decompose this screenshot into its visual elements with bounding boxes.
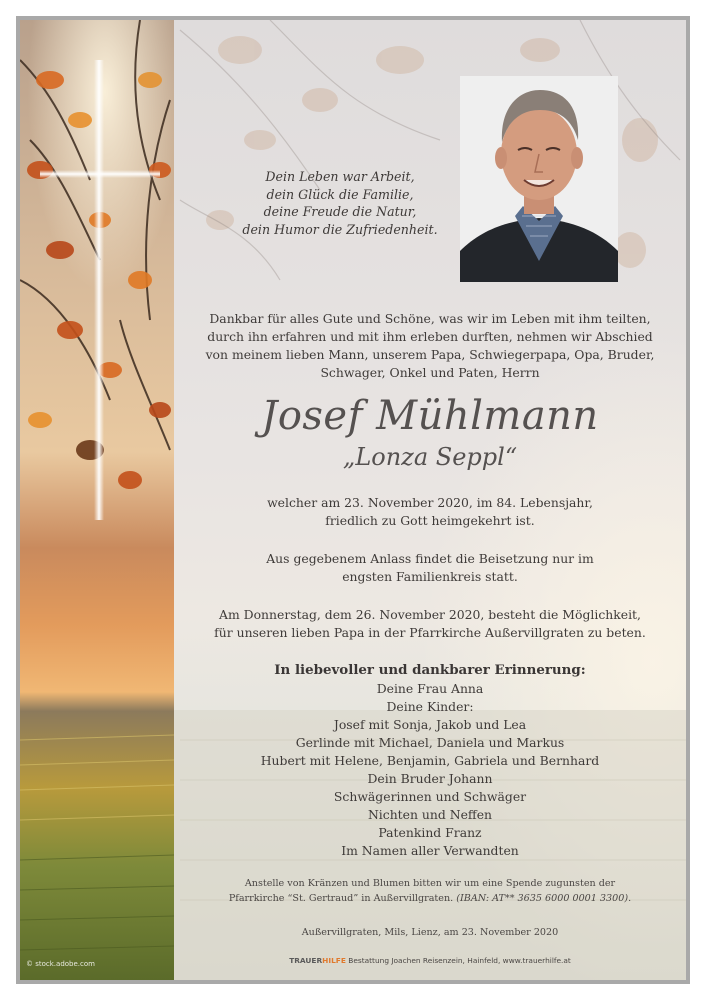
place-date: Außervillgraten, Mils, Lienz, am 23. November 2020 xyxy=(301,927,559,938)
intro-line: Schwager, Onkel und Paten, Herrn xyxy=(320,365,540,380)
donation-line xyxy=(190,891,670,906)
mourner-line: Deine Kinder: xyxy=(386,699,474,714)
burial-line: Aus gegebenem Anlass findet die Beisetzung nur im xyxy=(266,551,594,566)
mourner-line: Dein Bruder Johann xyxy=(367,771,493,786)
death-notice xyxy=(190,494,670,530)
donation-line: Anstelle von Kränzen und Blumen bitten wir um eine Spende zugunsten der xyxy=(244,878,616,889)
motto-line: dein Humor die Zufriedenheit. xyxy=(242,221,438,237)
mourner-line: Deine Frau Anna xyxy=(376,681,484,696)
footer-text: Bestattung Joachen Reisenzein, Hainfeld, www.trauerhilfe.at xyxy=(345,956,571,965)
obituary-card xyxy=(16,16,690,984)
mourner-line: Patenkind Franz xyxy=(378,825,482,840)
mourner-line: Schwägerinnen und Schwäger xyxy=(333,789,527,804)
footer-imprint xyxy=(190,956,670,966)
mourner-line: Hubert mit Helene, Benjamin, Gabriela und Bernhard xyxy=(260,753,600,768)
prayer-line: für unseren lieben Papa in der Pfarrkirche Außervillgraten zu beten. xyxy=(214,625,646,640)
deceased-name: Josef Mühlmann xyxy=(261,393,599,439)
brand-logo xyxy=(289,956,346,965)
death-line: welcher am 23. November 2020, im 84. Lebensjahr, xyxy=(267,495,593,510)
intro-line: von meinem lieben Mann, unserem Papa, Schwiegerpapa, Opa, Bruder, xyxy=(205,347,655,362)
photo-credit: © stock.adobe.com xyxy=(26,960,95,968)
mourners-list xyxy=(190,680,670,860)
burial-notice xyxy=(190,550,670,586)
intro-line: durch ihn erfahren und mit ihm erleben durften, nehmen wir Abschied xyxy=(207,329,653,344)
brand-accent: HILFE xyxy=(322,956,346,965)
mourner-line: Gerlinde mit Michael, Daniela und Markus xyxy=(295,735,565,750)
mourner-line: Nichten und Neffen xyxy=(367,807,493,822)
intro-text xyxy=(190,310,670,382)
mourner-line: Josef mit Sonja, Jakob und Lea xyxy=(333,717,527,732)
donation-iban: (IBAN: AT** 3635 6000 0001 3300). xyxy=(456,893,632,904)
donation-request xyxy=(190,876,670,906)
motto-line: deine Freude die Natur, xyxy=(263,204,417,219)
prayer-notice xyxy=(190,606,670,642)
motto-verse xyxy=(225,168,455,238)
deceased-nickname: „Lonza Seppl“ xyxy=(342,443,518,471)
death-line: friedlich zu Gott heimgekehrt ist. xyxy=(325,513,535,528)
burial-line: engsten Familienkreis statt. xyxy=(342,569,518,584)
mourner-line: Im Namen aller Verwandten xyxy=(341,843,519,858)
brand-main: TRAUER xyxy=(289,956,323,965)
portrait-photo xyxy=(460,76,618,282)
motto-line: dein Glück die Familie, xyxy=(266,186,414,202)
motto-line: Dein Leben war Arbeit, xyxy=(265,169,415,184)
memorial-heading: In liebevoller und dankbarer Erinnerung: xyxy=(274,662,586,678)
donation-church: Pfarrkirche “St. Gertraud” in Außervillgraten. xyxy=(228,893,454,904)
prayer-line: Am Donnerstag, dem 26. November 2020, besteht die Möglichkeit, xyxy=(219,607,641,622)
sunset-panel-image xyxy=(20,20,174,980)
intro-line: Dankbar für alles Gute und Schöne, was wir im Leben mit ihm teilten, xyxy=(209,311,651,326)
